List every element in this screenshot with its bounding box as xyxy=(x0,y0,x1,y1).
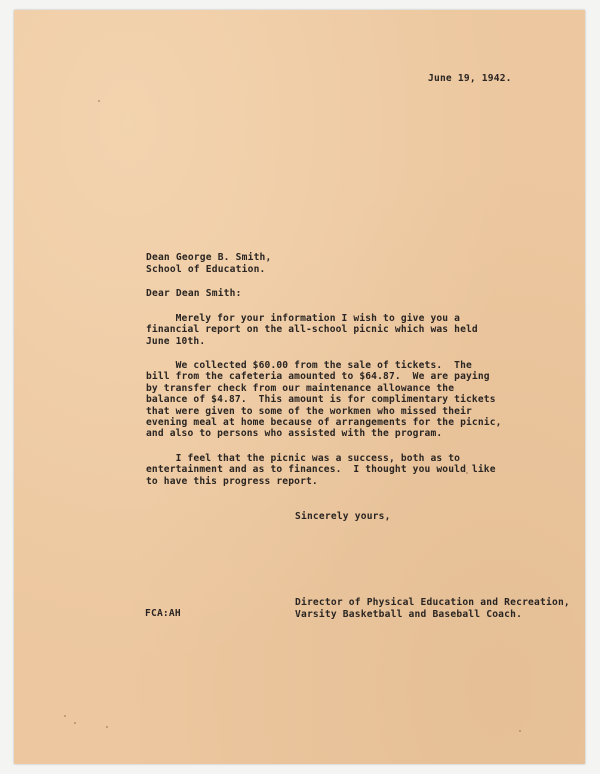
reference-initials: FCA:AH xyxy=(145,608,181,619)
paragraph-line: evening meal at home because of arrangements for the picnic, xyxy=(146,417,502,429)
paragraph-line: balance of $4.87. This amount is for complimentary tickets xyxy=(146,394,496,406)
paragraph-line: and also to persons who assisted with the program. xyxy=(146,428,443,440)
paper-speck xyxy=(74,722,76,724)
recipient-name: Dean George B. Smith, xyxy=(146,252,272,263)
paragraph-line: entertainment and as to finances. I thought you would like xyxy=(146,464,496,476)
paragraph-line: June 10th. xyxy=(146,335,206,347)
closing: Sincerely yours, xyxy=(295,511,391,522)
paragraph-line: We collected $60.00 from the sale of tickets. The xyxy=(146,360,472,371)
paper-speck xyxy=(98,100,100,102)
paragraph-line: I feel that the picnic was a success, both as to xyxy=(146,453,461,464)
paragraph-line: Merely for your information I wish to give you a xyxy=(146,313,461,324)
letter-page xyxy=(14,10,585,764)
paragraph-line: that were given to some of the workmen who missed their xyxy=(146,405,472,417)
paper-speck xyxy=(106,726,108,728)
paragraph-1 xyxy=(146,313,478,347)
paragraph-line: to have this progress report. xyxy=(146,475,318,487)
recipient-school: School of Education. xyxy=(146,264,266,275)
letter-date: June 19, 1942. xyxy=(428,73,512,84)
paper-speck xyxy=(519,730,521,732)
signature-title-line-1: Director of Physical Education and Recreation, xyxy=(295,597,570,608)
paragraph-line: by transfer check from our maintenance allowance the xyxy=(146,382,455,394)
paragraph-line: bill from the cafeteria amounted to $64.87. We are paying xyxy=(146,371,490,383)
paragraph-2 xyxy=(146,360,502,440)
paragraph-line: financial report on the all-school picnic which was held xyxy=(146,324,478,336)
paper-speck xyxy=(64,715,66,717)
paper-speck xyxy=(466,472,468,474)
signature-title-line-2: Varsity Basketball and Baseball Coach. xyxy=(295,609,523,620)
paragraph-3 xyxy=(146,453,496,487)
salutation: Dear Dean Smith: xyxy=(146,288,242,299)
